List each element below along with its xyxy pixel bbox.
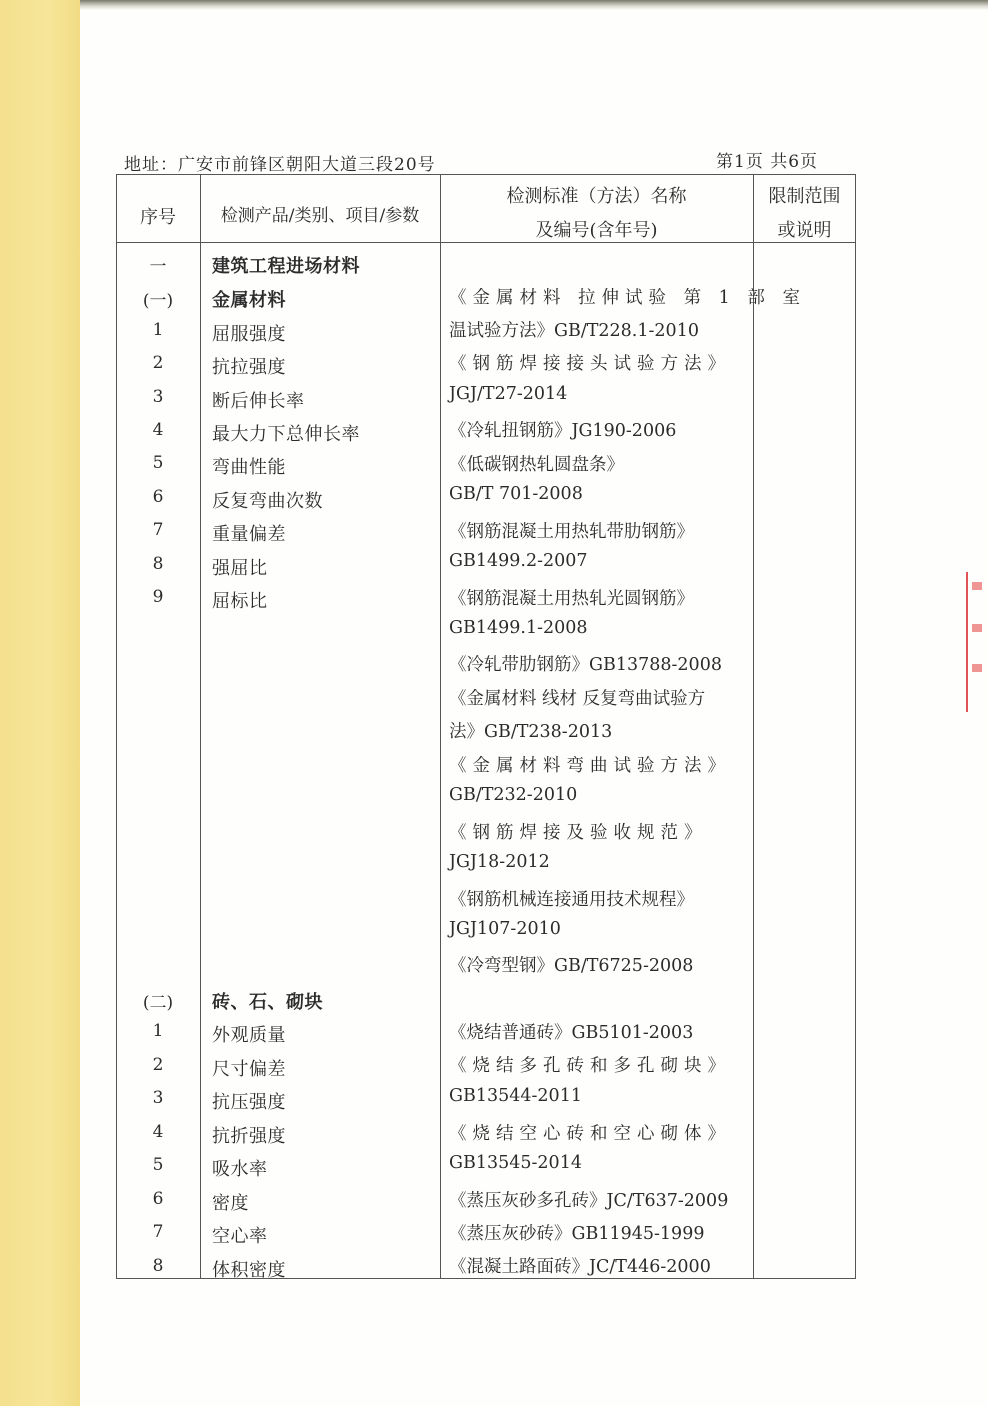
standard-line: GB/T 701-2008 [449,484,583,504]
standard-line: JGJ18-2012 [449,852,550,872]
standard-line: 《钢筋混凝土用热轧带肋钢筋》 [449,522,694,542]
address-text: 地址：广安市前锋区朝阳大道三段20号 [124,155,436,175]
standard-line: 《低碳钢热轧圆盘条》 [449,455,624,475]
standard-line: JGJ107-2010 [449,919,561,939]
category-heading: 金属材料 [212,290,286,311]
row-seq: 3 [152,1088,164,1108]
row-seq: 8 [152,1256,164,1276]
column-divider [753,174,754,1279]
standard-line: GB1499.1-2008 [449,618,588,638]
row-seq: 6 [152,1189,164,1209]
header-divider [116,242,856,243]
standard-line: 《混凝土路面砖》JC/T446-2000 [449,1257,711,1277]
scan-shadow [80,0,988,10]
column-divider [200,174,201,1279]
standard-line: 《蒸压灰砂砖》GB11945-1999 [449,1224,705,1244]
row-seq: 5 [152,1155,164,1175]
standard-line: 《蒸压灰砂多孔砖》JC/T637-2009 [449,1191,729,1211]
category-heading: 砖、石、砌块 [212,992,323,1013]
row-seq: 4 [152,420,164,440]
standard-line: 《烧结多孔砖和多孔砌块》 [449,1056,731,1076]
header-limit-line1: 限制范围 [768,186,841,207]
row-seq: 4 [152,1122,164,1142]
row-seq: 5 [152,453,164,473]
test-parameter: 断后伸长率 [212,391,305,412]
row-seq: 7 [152,1222,164,1242]
header-item: 检测产品/类别、项目/参数 [220,206,420,226]
test-parameter: 体积密度 [212,1260,286,1281]
binding-strip [0,0,80,1406]
row-seq: 7 [152,520,164,540]
row-seq: 1 [152,320,164,340]
test-parameter: 吸水率 [212,1159,268,1180]
standard-line: 《冷弯型钢》GB/T6725-2008 [449,956,694,976]
test-parameter: 外观质量 [212,1025,286,1046]
row-seq: (一) [142,291,174,311]
test-parameter: 抗折强度 [212,1126,286,1147]
header-standard-line2: 及编号(含年号) [535,220,658,241]
header-standard-line1: 检测标准（方法）名称 [506,186,687,207]
test-parameter: 屈服强度 [212,324,286,345]
standard-line: JGJ/T27-2014 [449,384,568,404]
standard-line: 《金属材料 拉伸试验 第 1 部 室 [449,288,806,308]
seal-edge [966,572,988,712]
standard-line: GB/T232-2010 [449,785,578,805]
standard-line: 《钢筋机械连接通用技术规程》 [449,890,694,910]
standard-line: 《钢筋焊接及验收规范》 [449,823,708,843]
standard-line: 《冷轧带肋钢筋》GB13788-2008 [449,655,722,675]
test-parameter: 抗压强度 [212,1092,286,1113]
test-parameter: 反复弯曲次数 [212,491,323,512]
row-seq: 6 [152,487,164,507]
standard-line: 《烧结普通砖》GB5101-2003 [449,1023,694,1043]
row-seq: 8 [152,554,164,574]
row-seq: 2 [152,353,164,373]
header-limit-line2: 或说明 [777,220,832,241]
page-number: 第1页 共6页 [716,152,819,172]
standard-line: 《钢筋混凝土用热轧光圆钢筋》 [449,589,694,609]
test-parameter: 空心率 [212,1226,268,1247]
standard-line: GB1499.2-2007 [449,551,588,571]
test-parameter: 弯曲性能 [212,457,286,478]
test-parameter: 屈标比 [212,591,268,612]
test-parameter: 最大力下总伸长率 [212,424,360,445]
header-seq: 序号 [140,207,176,228]
standard-line: GB13545-2014 [449,1153,582,1173]
row-seq: 一 [149,257,167,277]
row-seq: 2 [152,1055,164,1075]
test-parameter: 密度 [212,1193,249,1214]
test-parameter: 抗拉强度 [212,357,286,378]
test-parameter: 尺寸偏差 [212,1059,286,1080]
test-parameter: 重量偏差 [212,524,286,545]
standard-line: 《烧结空心砖和空心砌体》 [449,1124,731,1144]
standard-line: 《钢筋焊接接头试验方法》 [449,354,731,374]
test-parameter: 强屈比 [212,558,268,579]
standard-line: 法》GB/T238-2013 [449,722,613,742]
standard-line: GB13544-2011 [449,1086,582,1106]
category-heading: 建筑工程进场材料 [212,256,360,277]
column-divider [440,174,441,1279]
standard-line: 《冷轧扭钢筋》JG190-2006 [449,421,677,441]
row-seq: 9 [152,587,164,607]
standard-line: 《金属材料弯曲试验方法》 [449,756,731,776]
row-seq: (二) [142,993,174,1013]
standard-line: 《金属材料 线材 反复弯曲试验方 [449,689,706,709]
standard-line: 温试验方法》GB/T228.1-2010 [449,321,699,341]
row-seq: 3 [152,387,164,407]
row-seq: 1 [152,1021,164,1041]
